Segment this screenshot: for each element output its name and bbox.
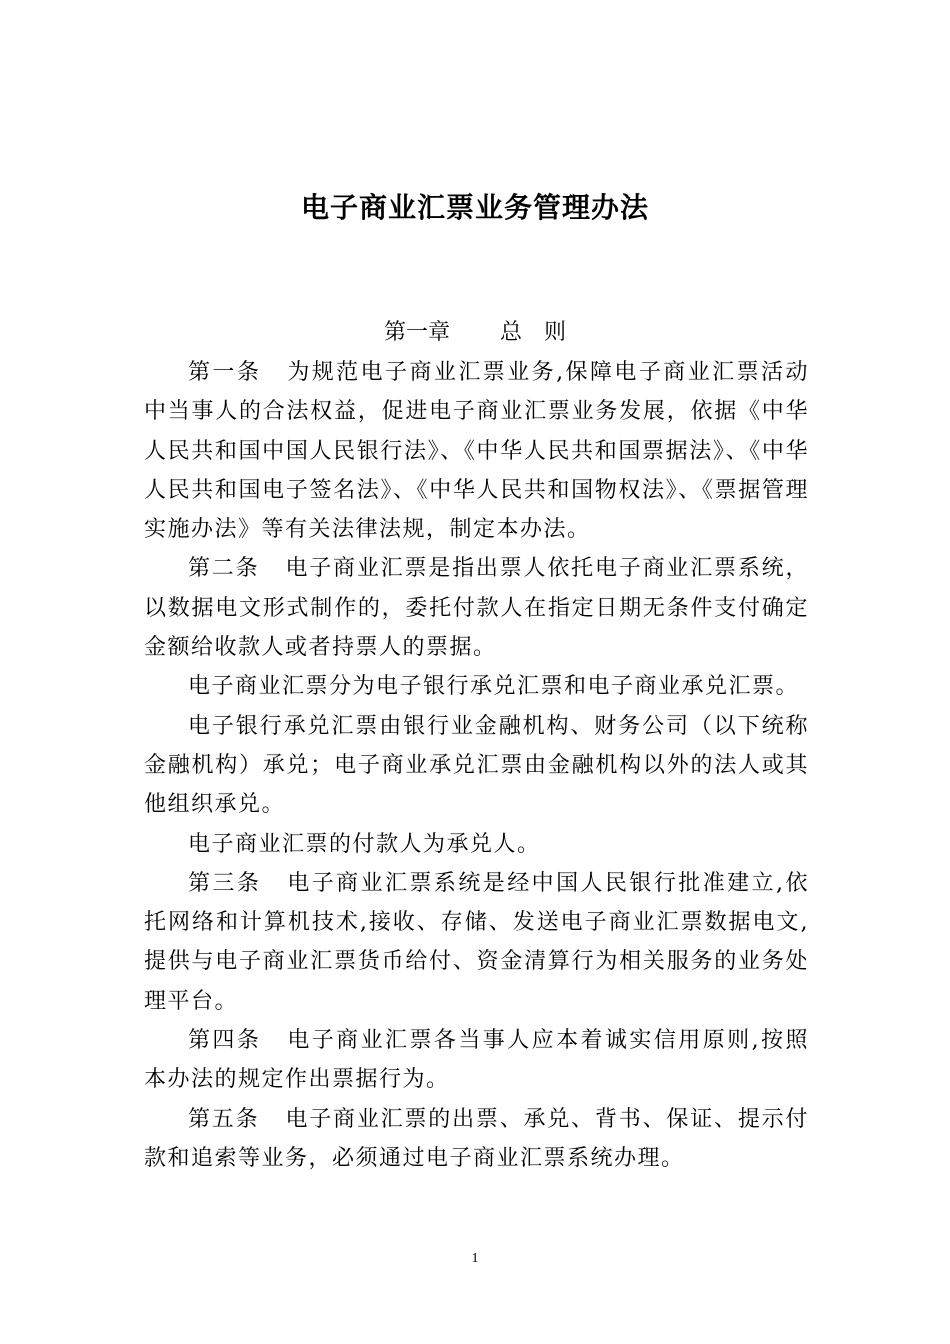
article-1 [144,353,809,549]
chapter-heading [0,316,950,350]
article-label: 第五条 [188,1106,260,1132]
article-4 [144,1021,809,1100]
article-3 [144,864,809,1021]
article-text: 电子商业汇票的出票、承兑、背书、保证、提示付款和追索等业务，必须通过电子商业汇票系统办理。 [144,1106,809,1171]
article-text: 电子商业汇票系统是经中国人民银行批准建立,依托网络和计算机技术,接收、存储、发送电子商业汇票数据电文,提供与电子商业汇票货币给付、资金清算行为相关服务的业务处理平台。 [144,870,809,1014]
chapter-name-part1: 总 [499,320,522,345]
article-label: 第一条 [188,360,262,385]
article-text: 为规范电子商业汇票业务,保障电子商业汇票活动中当事人的合法权益，促进电子商业汇票业务发展，依据《中华人民共和国中国人民银行法》、《中华人民共和国票据法》、《中华人民共和国电子签名法》、《中华人民共和国物权法》、《票据管理实施办法》等有关法律法规，制定本办法。 [144,360,809,543]
article-label: 第四条 [188,1028,262,1054]
paragraph: 电子商业汇票分为电子银行承兑汇票和电子商业承兑汇票。 [188,674,800,700]
article-label: 第三条 [188,870,262,896]
paragraph: 电子银行承兑汇票由银行业金融机构、财务公司（以下统称金融机构）承兑；电子商业承兑汇票由金融机构以外的法人或其他组织承兑。 [144,713,809,818]
article-5 [144,1100,809,1179]
document-body [144,353,809,1178]
article-2 [144,549,809,667]
paragraph: 电子商业汇票的付款人为承兑人。 [188,831,541,857]
article-label: 第二条 [188,556,260,582]
chapter-number: 第一章 [383,320,450,345]
page-number: 1 [471,1251,479,1266]
article-text: 电子商业汇票各当事人应本着诚实信用原则,按照本办法的规定作出票据行为。 [144,1028,809,1093]
article-text: 电子商业汇票是指出票人依托电子商业汇票系统，以数据电文形式制作的，委托付款人在指定日期无条件支付确定金额给收款人或者持票人的票据。 [144,556,809,661]
document-title: 电子商业汇票业务管理办法 [300,191,649,224]
chapter-name-part2: 则 [544,320,567,345]
